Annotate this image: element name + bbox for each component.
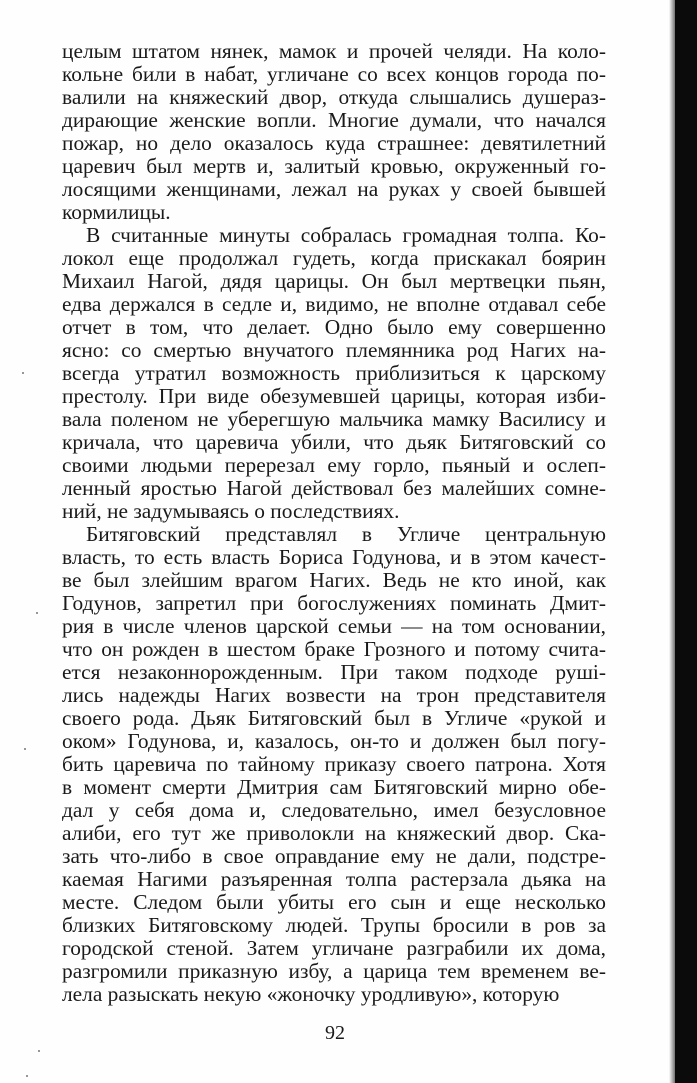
text-line: разгромили приказную избу, а царица тем временем ве- [62,959,606,983]
text-line: В считанные минуты собралась громадная толпа. Ко- [86,223,606,247]
text-line: своими людьми перерезал ему горло, пьяный и ослеп- [62,453,606,477]
scan-speck [26,1075,28,1077]
text-line: царевич был мертв и, залитый кровью, окруженный го- [62,154,606,178]
text-line: лосящими женщинами, лежал на руках у своей бывшей [62,177,606,201]
text-line: каемая Нагими разъяренная толпа растерзала дьяка на [62,867,606,891]
text-line: власть, то есть власть Бориса Годунова, и в этом качест- [62,545,606,569]
body-text [62,40,606,1006]
text-line: Годунов, запретил при богослужениях поминать Дмит- [62,591,606,615]
text-line: лись надежды Нагих возвести на трон представителя [62,683,606,707]
text-line: городской стеной. Затем угличане разграбили их дома, [62,936,606,960]
text-line: валили на княжеский двор, откуда слышались душераз- [62,85,606,109]
text-line: лела разыскать некую «жоночку уродливую», которую [62,982,560,1006]
text-line: в момент смерти Дмитрия сам Битяговский мирно обе- [62,775,606,799]
text-line: целым штатом нянек, мамок и прочей челяди. На коло- [62,39,606,63]
text-line: что он рожден в шестом браке Грозного и потому счита- [62,637,606,661]
scan-speck [38,1050,40,1052]
text-line: локол еще продолжал гудеть, когда прискакал боярин [62,246,606,270]
text-line: Михаил Нагой, дядя царицы. Он был мертвецки пьян, [62,269,606,293]
text-line: зать что-либо в свое оправдание ему не дали, подстре- [62,844,606,868]
text-line: ленный яростью Нагой действовал без малейших сомне- [62,476,606,500]
text-line: кольне били в набат, угличане со всех концов города по- [62,62,606,86]
text-line: ний, не задумываясь о последствиях. [62,499,400,523]
text-line: рия в числе членов царской семьи — на том основании, [62,614,606,638]
paragraph [62,523,606,1006]
text-line: дал у себя дома и, следовательно, имел безусловное [62,798,606,822]
text-line: пожар, но дело оказалось куда страшнее: девятилетний [62,131,606,155]
text-line: бить царевича по тайному приказу своего патрона. Хотя [62,752,606,776]
scan-speck [24,748,26,750]
text-line: дирающие женские вопли. Многие думали, что начался [62,108,606,132]
text-line: оком» Годунова, и, казалось, он-то и должен был погу- [62,729,606,753]
text-line: ется незаконнорожденным. При таком подходе рушi- [62,660,606,684]
text-line: престолу. При виде обезумевшей царицы, которая изби- [62,384,606,408]
page-number: 92 [325,1022,345,1044]
text-line: едва держался в седле и, видимо, не вполне отдавал себе [62,292,606,316]
text-line: месте. Следом были убиты его сын и еще несколько [62,890,606,914]
text-line: ясно: со смертью внучатого племянника род Нагих на- [62,338,606,362]
binding-shadow [675,0,697,1083]
text-line: своего рода. Дьяк Битяговский был в Угличе «рукой и [62,706,606,730]
text-line: близких Битяговскому людей. Трупы бросили в ров за [62,913,606,937]
scan-speck [22,372,24,374]
text-line: отчет в том, что делает. Одно было ему совершенно [62,315,606,339]
scan-speck [36,612,38,614]
text-line: всегда утратил возможность приблизиться к царскому [62,361,606,385]
text-line: кормилицы. [62,200,171,224]
text-line: вала поленом не уберегшую мальчика мамку Василису и [62,407,606,431]
paragraph [62,224,606,523]
text-line: кричала, что царевича убили, что дьяк Битяговский со [62,430,606,454]
paragraph [62,40,606,224]
text-line: алиби, его тут же приволокли на княжеский двор. Ска- [62,821,606,845]
text-line: ве был злейшим врагом Нагих. Ведь не кто иной, как [62,568,606,592]
text-line: Битяговский представлял в Угличе центральную [86,522,606,546]
